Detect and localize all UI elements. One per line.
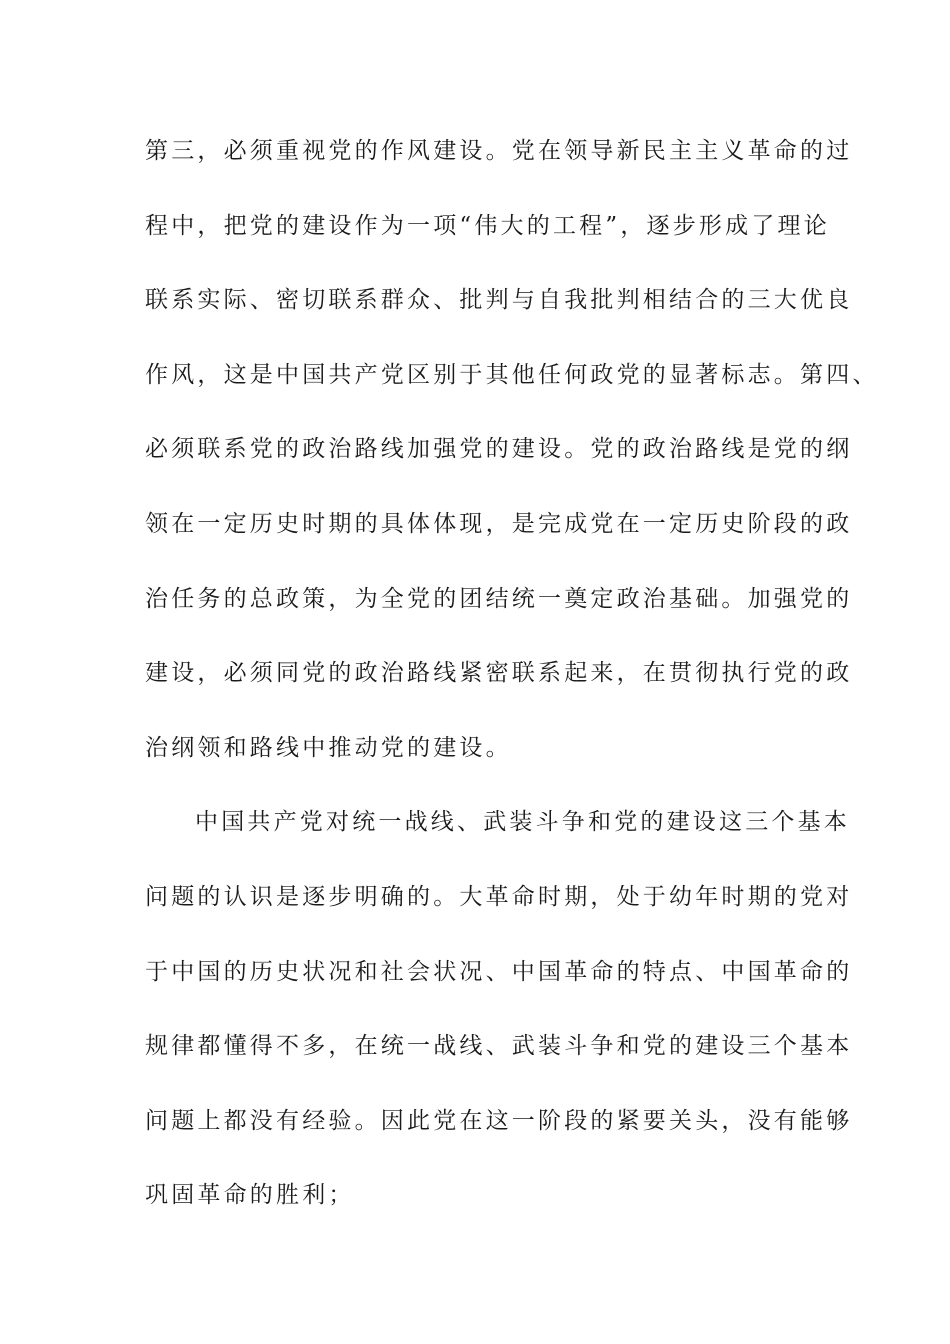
text-line: 治纲领和路线中推动党的建设。 bbox=[145, 734, 512, 761]
text-line: 巩固革命的胜利； bbox=[145, 1182, 355, 1209]
text-line: 规律都懂得不多，在统一战线、武装斗争和党的建设三个基本 bbox=[145, 1033, 853, 1060]
text-line: 必须联系党的政治路线加强党的建设。党的政治路线是党的纲 bbox=[145, 436, 853, 463]
text-line: 程中，把党的建设作为一项“伟大的工程”，逐步形成了理论 bbox=[145, 212, 830, 239]
text-line: 联系实际、密切联系群众、批判与自我批判相结合的三大优良 bbox=[145, 287, 853, 314]
text-line: 作风，这是中国共产党区别于其他任何政党的显著标志。第四、 bbox=[145, 361, 879, 388]
text-line: 于中国的历史状况和社会状况、中国革命的特点、中国革命的 bbox=[145, 958, 853, 985]
text-line: 第三，必须重视党的作风建设。党在领导新民主主义革命的过 bbox=[145, 138, 853, 164]
text-line: 建设，必须同党的政治路线紧密联系起来，在贯彻执行党的政 bbox=[145, 660, 853, 687]
text-line: 治任务的总政策，为全党的团结统一奠定政治基础。加强党的 bbox=[145, 585, 853, 612]
body-text bbox=[145, 125, 879, 1244]
text-line: 问题的认识是逐步明确的。大革命时期，处于幼年时期的党对 bbox=[145, 883, 853, 910]
paragraph-start-line: 中国共产党对统一战线、武装斗争和党的建设这三个基本 bbox=[195, 809, 850, 836]
text-line: 问题上都没有经验。因此党在这一阶段的紧要关头，没有能够 bbox=[145, 1107, 853, 1134]
text-line: 领在一定历史时期的具体体现，是完成党在一定历史阶段的政 bbox=[145, 510, 853, 537]
